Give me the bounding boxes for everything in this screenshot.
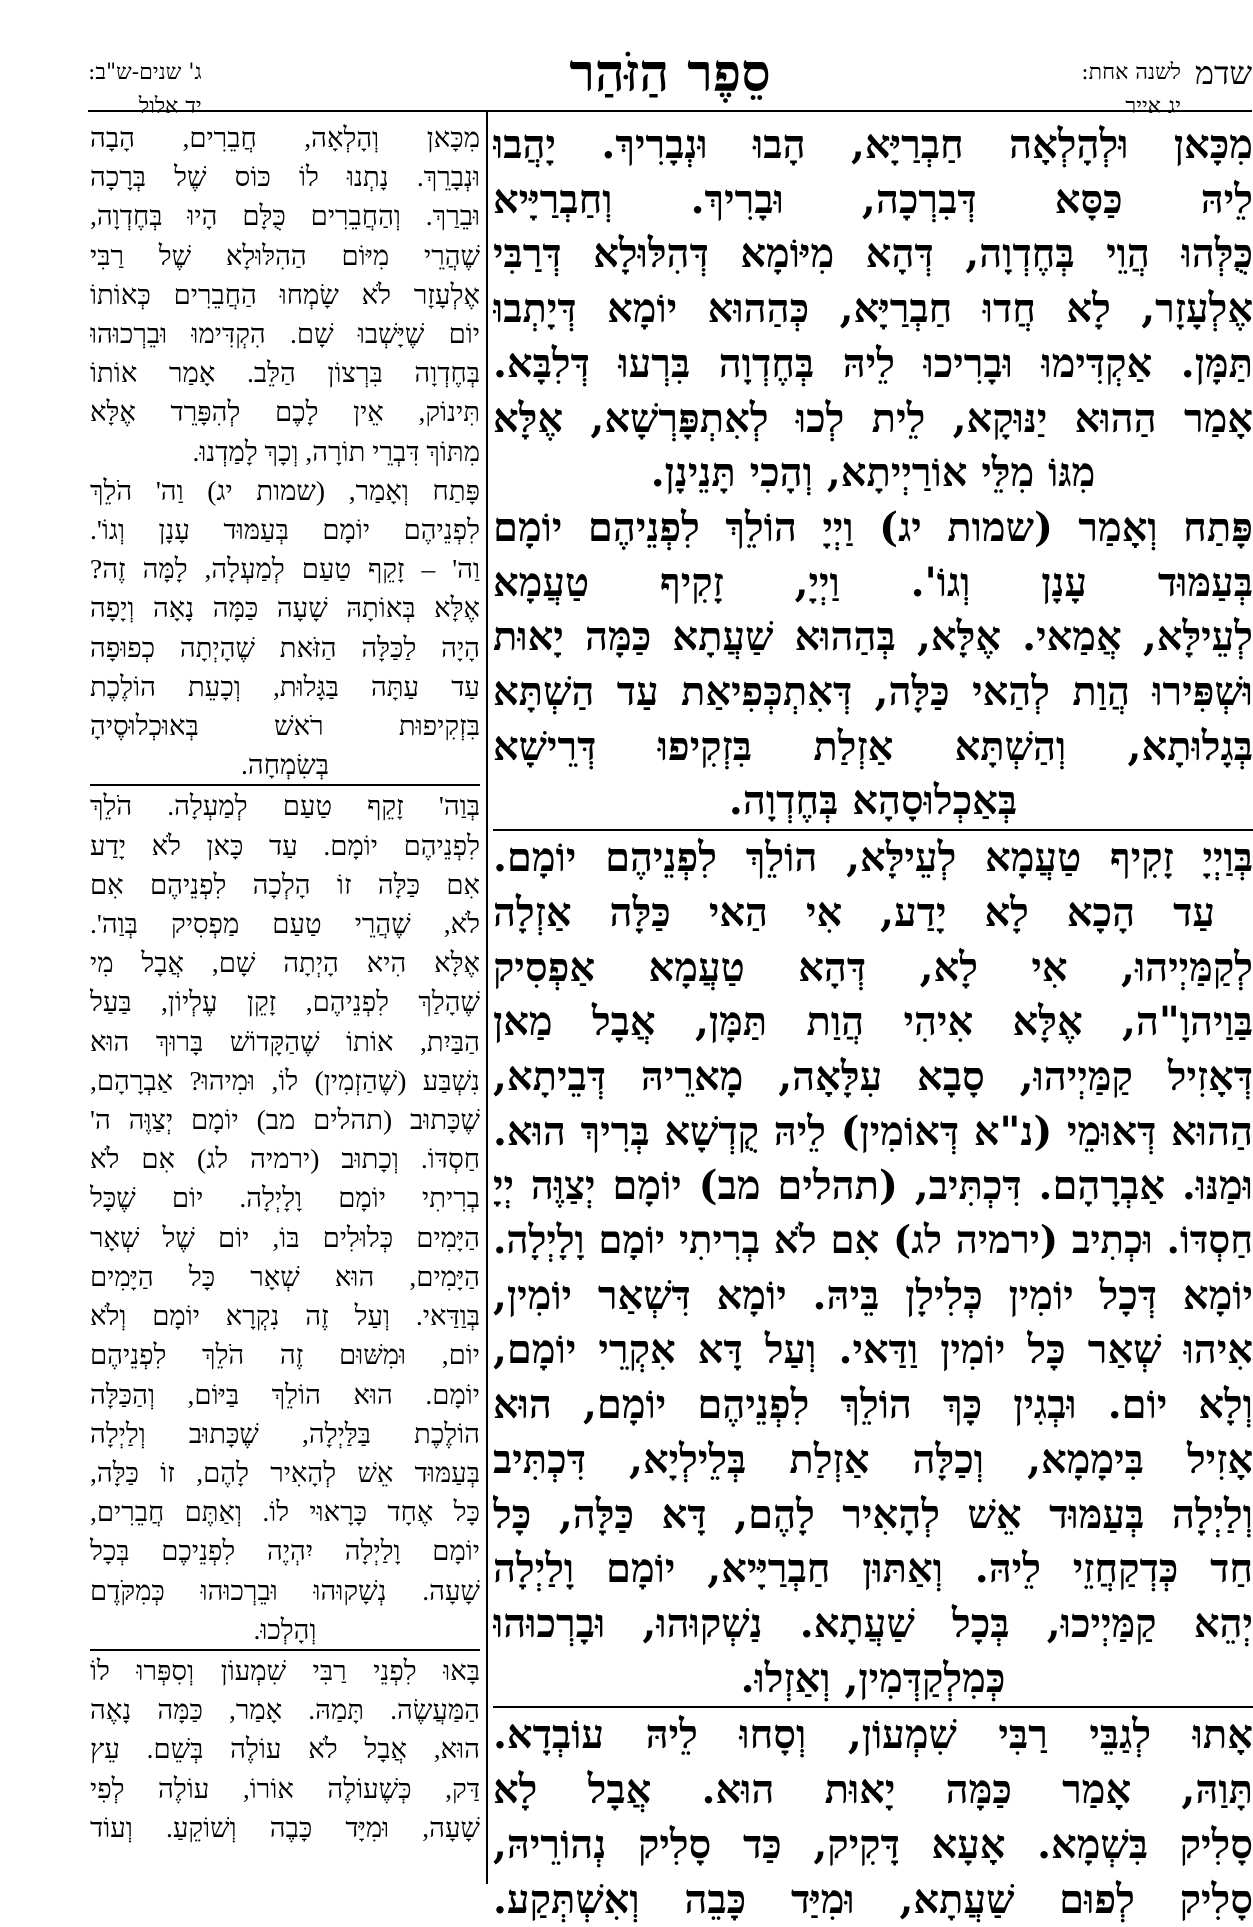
aramaic-line: חַד כְּדְקַחֲזֵי לֵיהּ. וְאַתּוּן חַבְרַיָּיא, יוֹמָם וָלַיְלָה xyxy=(493,1542,1253,1597)
hebrew-line: שֶׁכָּתוּב (תהלים מב) יוֹמָם יְצַוֶּה ה' xyxy=(90,1100,480,1139)
aramaic-line: כְּמִלְקַדְּמִין, וְאַזְלוּ. xyxy=(493,1652,1253,1707)
aramaic-line: וְלַיְלָה בְּעַמּוּד אֵשׁ לְהָאִיר לָהֶם, דָּא כַּלָּה, כָּל xyxy=(493,1488,1253,1543)
page-number: שדמ xyxy=(1195,56,1252,90)
hebrew-line: נִשְׁבַּע (שֶׁהַזְמִין) לוֹ, וּמִיהוּ? אַבְרָהָם, xyxy=(90,1061,480,1100)
hebrew-line: שָׁעָה. נְשָׁקוּהוּ וּבֵרְכוּהוּ כְּמִקֹּדֶם xyxy=(90,1571,480,1610)
column-divider xyxy=(486,110,488,1884)
hebrew-translation-column xyxy=(90,118,480,1847)
schedule-one-year-date: יג אייר xyxy=(1125,90,1181,124)
aramaic-line: בְּגָלוּתָא, וְהַשְׁתָּא אַזְלַת בִּזְקִיפוּ דְּרֵישָׁא xyxy=(493,720,1253,775)
hebrew-line: תִּינוֹק, אֵין לָכֶם לְהִפָּרֵד אֶלָּא xyxy=(90,392,480,431)
page-header xyxy=(88,30,1252,115)
hebrew-line: הַיָּמִים, הוּא שְׁאָר כָּל הַיָּמִים xyxy=(90,1257,480,1296)
aramaic-line: בְּעַמּוּד עָנָן וְגוֹ'. וַיְיָ, זָקִיף טַעֲמָא xyxy=(493,556,1253,611)
aramaic-line: וְלָא יוֹם. וּבְגִין כָּךְ הוֹלֵךְ לִפְנֵיהֶם יוֹמָם, הוּא xyxy=(493,1378,1253,1433)
aramaic-line: אִיהוּ שְׁאַר כָּל יוֹמִין וַדַּאי. וְעַל דָּא אִקְרֵי יוֹמָם, xyxy=(493,1323,1253,1378)
hebrew-line: בְּחֶדְוָה בִּרְצוֹן הַלֵּב. אָמַר אוֹתוֹ xyxy=(90,353,480,392)
aramaic-line: מִגּוֹ מִלֵּי אוֹרַיְיתָא, וְהָכִי תָּנֵינָן. xyxy=(493,446,1253,501)
aramaic-line: הַהוּא דְּאוּמֵי (נ"א דְּאוֹמִין) לֵיהּ קֻדְשָׁא בְּרִיךְ הוּא. xyxy=(493,1105,1253,1160)
hebrew-line: שֶׁהֲרֵי מִיּוֹם הַהִלּוּלָא שֶׁל רַבִּי xyxy=(90,236,480,275)
hebrew-line: הַמַּעֲשֶׂה. תָּמַהּ. אָמַר, כַּמָּה נָאֶה xyxy=(90,1690,480,1729)
schedule-three-years-label: ג' שנים-ש"ב: xyxy=(88,56,202,90)
hebrew-line: עַד עַתָּה בַּגָּלוּת, וְכָעֵת הוֹלֶכֶת xyxy=(90,667,480,706)
aramaic-line: סָלִיק בִּשְׁמָא. אָעָא דָּקִיק, כַּד סָלִיק נְהוֹרֵיהּ, xyxy=(493,1818,1253,1873)
hebrew-line: אִם כַּלָּה זוֹ הָלְכָה לִפְנֵיהֶם אִם xyxy=(90,865,480,904)
hebrew-line: וַה' – זָקֵף טַעַם לְמַעְלָה, לָמָּה זֶה? xyxy=(90,549,480,588)
aramaic-line: עַד הָכָא לָא יָדַע, אִי הַאי כַּלָּה אַזְלָה xyxy=(493,886,1253,941)
hebrew-line: יוֹם, וּמִשּׁוּם זֶה הֹלֵךְ לִפְנֵיהֶם xyxy=(90,1335,480,1374)
aramaic-line: וּשְׁפִּירוּ הֲוַת לְהַאי כַּלָּה, דְּאִתְכְּפִיאַת עַד הַשְׁתָּא xyxy=(493,665,1253,720)
aramaic-line: בְּוַיְיָ זָקִיף טַעֲמָא לְעֵילָּא, הוֹלֵךְ לִפְנֵיהֶם יוֹמָם. xyxy=(493,829,1253,886)
aramaic-line: סָלִיק לְפוּם שַׁעֲתָא, וּמִיַּד כָּבֵה וְאִשְׁתְּקַע. xyxy=(493,1873,1253,1927)
aramaic-line: לְקַמַּיְיהוּ, אִי לָא, דְּהָא טַעֲמָא אַפְסִיק xyxy=(493,941,1253,996)
hebrew-line: בְרִיתִי יוֹמָם וָלָיְלָה. יוֹם שֶׁכָּל xyxy=(90,1178,480,1217)
hebrew-line: בְּוַדַּאי. וְעַל זֶה נִקְרָא יוֹמָם וְלֹא xyxy=(90,1296,480,1335)
aramaic-line: יוֹמָא דְּכָל יוֹמִין כְּלִילָן בֵּיהּ. יוֹמָא דִּשְׁאַר יוֹמִין, xyxy=(493,1269,1253,1324)
aramaic-line: אֶלְעָזָר, לָא חֲדוּ חַבְרַיָּא, כְּהַהוּא יוֹמָא דְּיָתְבוּ xyxy=(493,282,1253,337)
hebrew-line: יוֹם שֶׁיָּשְׁבוּ שָׁם. הִקְדִּימוּ וּבֵרְכוּהוּ xyxy=(90,314,480,353)
aramaic-line: בְּאַכְלוּסָהָא בְּחֶדְוָה. xyxy=(493,774,1253,829)
hebrew-line: אֶלָּא הִיא הָיְתָה שָׁם, אֲבָל מִי xyxy=(90,943,480,982)
hebrew-line: בִּזְקִיפוּת רֹאשׁ בְּאוּכְלוּסֶיהָ xyxy=(90,706,480,745)
hebrew-line: בָּאוּ לִפְנֵי רַבִּי שִׁמְעוֹן וְסִפְּרוּ לוֹ xyxy=(90,1649,480,1690)
hebrew-line: יוֹמָם וָלַיְלָה יִהְיֶה לִפְנֵיכֶם בְּכָל xyxy=(90,1531,480,1570)
hebrew-line: בְּשִׂמְחָה. xyxy=(90,745,480,784)
hebrew-line: אֶלְעָזָר לֹא שָׂמְחוּ הַחֲבֵרִים כְּאוֹתוֹ xyxy=(90,275,480,314)
aramaic-line: יְהֵא קַמַּיְיכוּ, בְּכָל שַׁעֲתָא. נַשְׁקוּהוּ, וּבָרְכוּהוּ xyxy=(493,1597,1253,1652)
aramaic-line: לְעֵילָּא, אֲמַאי. אֶלָּא, בְּהַהוּא שַׁעֲתָא כַּמָּה יָאוּת xyxy=(493,610,1253,665)
hebrew-line: פָּתַח וְאָמַר, (שמות יג) וַה' הֹלֵךְ xyxy=(90,471,480,510)
aramaic-line: תָּוַהּ, אָמַר כַּמָּה יָאוּת הוּא. אֲבָל לָא xyxy=(493,1763,1253,1818)
hebrew-line: שֶׁהָלַךְ לִפְנֵיהֶם, זָקֵן עֶלְיוֹן, בַּעַל xyxy=(90,982,480,1021)
hebrew-line: הַיָּמִים כְּלוּלִים בּוֹ, יוֹם שֶׁל שְׁאָר xyxy=(90,1218,480,1257)
aramaic-line: פָּתַח וְאָמַר (שמות יג) וַיְיָ הוֹלֵךְ לִפְנֵיהֶם יוֹמָם xyxy=(493,501,1253,556)
hebrew-line: שָׁעָה, וּמִיָּד כָּבֶה וְשׁוֹקֵעַ. וְעוֹד xyxy=(90,1808,480,1847)
hebrew-line: הוּא, אֲבָל לֹא עוֹלֶה בְּשֵׁם. עֵץ xyxy=(90,1729,480,1768)
hebrew-line: בְּעַמּוּד אֵשׁ לְהָאִיר לָהֶם, זוֹ כַּלָּה, xyxy=(90,1453,480,1492)
hebrew-line: כָּל אֶחָד כָּרָאוּי לוֹ. וְאַתֶּם חֲבֵרִים, xyxy=(90,1492,480,1531)
schedule-one-year-label: לשנה אחת: xyxy=(1081,56,1181,90)
schedule-three-years-date: יד אלול xyxy=(139,90,202,124)
aramaic-line: אָמַר הַהוּא יַנּוּקָא, לֵית לְכוּ לְאִתְפָּרְשָׁא, אֶלָּא xyxy=(493,392,1253,447)
hebrew-line: לֹא, שֶׁהֲרֵי טַעַם מַפְסִיק בְּוַה'. xyxy=(90,904,480,943)
hebrew-line: וּבֵרַךְ. וְהַחֲבֵרִים כֻּלָּם הָיוּ בְּחֶדְוָה, xyxy=(90,196,480,235)
hebrew-line: לִפְנֵיהֶם יוֹמָם. עַד כָּאן לֹא יָדַע xyxy=(90,826,480,865)
aramaic-line: בַּוַיהוָ"ה, אֶלָּא אִיהִי הֲוַת תַּמָּן, אֲבָל מַאן xyxy=(493,995,1253,1050)
hebrew-line: בְּוַה' זָקֵף טַעַם לְמַעְלָה. הֹלֵךְ xyxy=(90,784,480,825)
aramaic-line: לֵיהּ כַּסָּא דְּבִרְכָה, וּבָרִיךְ. וְחַבְרַיָּיא xyxy=(493,173,1253,228)
aramaic-line: דְּאָזִיל קַמַּיְיהוּ, סָבָא עִלָּאָה, מָארֵיהּ דְּבֵיתָא, xyxy=(493,1050,1253,1105)
aramaic-column xyxy=(493,118,1253,1927)
header-rule xyxy=(88,110,1252,112)
hebrew-line: הָיָה לַכַּלָּה הַזֹּאת שֶׁהָיְתָה כְפוּפָה xyxy=(90,628,480,667)
aramaic-line: אָתוּ לְגַבֵּי רַבִּי שִׁמְעוֹן, וְסָחוּ לֵיהּ עוֹבְדָא. xyxy=(493,1706,1253,1763)
aramaic-line: מִכָּאן וּלְהָלְאָה חַבְרַיָּא, הָבוּ וּנְבָרִיךְ. יָהֲבוּ xyxy=(493,118,1253,173)
aramaic-line: תַּמָּן. אַקְדִּימוּ וּבָרִיכוּ לֵיהּ בְּחֶדְוָה בִּרְעוּ דְּלִבָּא. xyxy=(493,337,1253,392)
hebrew-line: לִפְנֵיהֶם יוֹמָם בְּעַמּוּד עָנָן וְגוֹ'. xyxy=(90,510,480,549)
aramaic-line: וּמַנּוּ. אַבְרָהָם. דִּכְתִּיב, (תהלים מב) יוֹמָם יְצַוֶּה יְיָ xyxy=(493,1159,1253,1214)
hebrew-line: הַבַּיִת, אוֹתוֹ שֶׁהַקָּדוֹשׁ בָּרוּךְ הוּא xyxy=(90,1022,480,1061)
hebrew-line: יוֹמָם. הוּא הוֹלֵךְ בַּיּוֹם, וְהַכַּלָּה xyxy=(90,1375,480,1414)
hebrew-line: דַּק, כְּשֶׁעוֹלֶה אוֹרוֹ, עוֹלֶה לְפִי xyxy=(90,1769,480,1808)
hebrew-line: הוֹלֶכֶת בַּלַּיְלָה, שֶׁכָּתוּב וְלַיְלָה xyxy=(90,1414,480,1453)
hebrew-line: אֶלָּא בְּאוֹתָהּ שָׁעָה כַּמָּה נָאָה וְיָפָה xyxy=(90,588,480,627)
hebrew-line: וּנְבָרֵךְ. נָתְנוּ לוֹ כּוֹס שֶׁל בְּרָכָה xyxy=(90,157,480,196)
aramaic-line: אָזִיל בִּימָמָא, וְכַלָּה אַזְלַת בְּלֵילְיָא, דִּכְתִּיב xyxy=(493,1433,1253,1488)
hebrew-line: חַסְדּוֹ. וְכָתוּב (ירמיה לג) אִם לֹא xyxy=(90,1139,480,1178)
aramaic-line: כֻּלְּהוּ הֲוֵי בְּחֶדְוָה, דְּהָא מִיּוֹמָא דְּהִלּוּלָא דְּרַבִּי xyxy=(493,227,1253,282)
header-schedule-three-years xyxy=(88,56,202,124)
hebrew-line: מִכָּאן וְהָלְאָה, חֲבֵרִים, הָבָה xyxy=(90,118,480,157)
hebrew-line: וְהָלְכוּ. xyxy=(90,1610,480,1649)
hebrew-line: מִתּוֹךְ דִּבְרֵי תוֹרָה, וְכָךְ לָמַדְנוּ. xyxy=(90,432,480,471)
book-title: סֵפֶר הַזֹּהַר xyxy=(88,44,1252,104)
aramaic-line: חַסְדּוֹ. וּכְתִיב (ירמיה לג) אִם לֹא בְרִיתִי יוֹמָם וָלָיְלָה. xyxy=(493,1214,1253,1269)
